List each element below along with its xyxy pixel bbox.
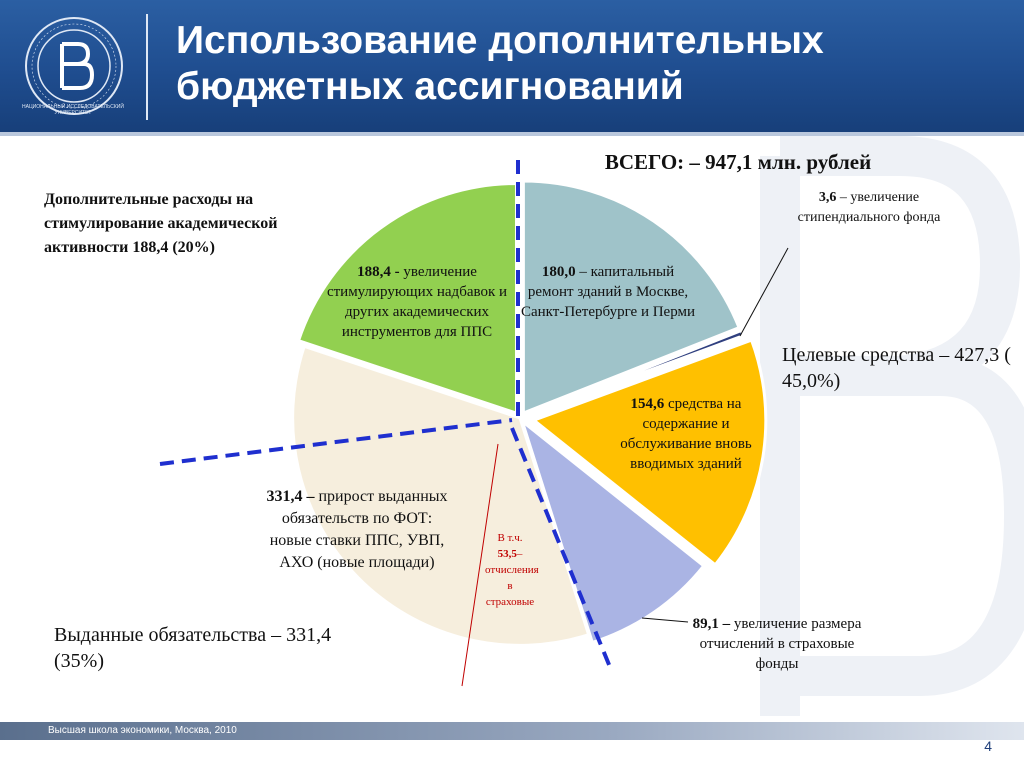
note-accruals: В т.ч. 53,5– отчисления в страховые	[485, 532, 539, 608]
group-label-obligations: Выданные обязательства – 331,4 (35%)	[54, 624, 332, 672]
slice-label-capital-repair: 180,0 – капитальный ремонт зданий в Москве, Санкт-Петербурге и Перми	[520, 264, 696, 320]
slice-label-payroll: 331,4 – прирост выданных обязательств по ФОТ: новые ставки ППС, УВП, АХО (новые площади)	[266, 488, 448, 571]
group-label-stimulus: Дополнительные расходы на стимулирование академической активности 188,4 (20%)	[44, 191, 278, 256]
slice-label-maintenance: 154,6 средства на содержание и обслуживание вновь вводимых зданий	[620, 396, 752, 472]
slice-label-stimulus: 188,4 - увеличение стимулирующих надбавок и других академических инструментов для ППС	[326, 264, 508, 340]
slice-label-insurance: 89,1 – увеличение размера отчислений в страховые фонды	[692, 616, 862, 672]
chart-title: ВСЕГО: – 947,1 млн. рублей	[604, 150, 872, 174]
group-label-targeted: Целевые средства – 427,3 ( 45,0%)	[782, 344, 1011, 392]
logo-caption: НАЦИОНАЛЬНЫЙ ИССЛЕДОВАТЕЛЬСКИЙ УНИВЕРСИТЕТ	[22, 104, 124, 116]
footer-text: Высшая школа экономики, Москва, 2010	[48, 725, 237, 736]
leader-scholarship	[740, 248, 788, 336]
page-title: Использование дополнительных бюджетных ассигнований	[176, 19, 824, 108]
page-number: 4	[984, 738, 992, 754]
slice-label-scholarship: 3,6 – увеличение стипендиального фонда	[797, 190, 941, 225]
